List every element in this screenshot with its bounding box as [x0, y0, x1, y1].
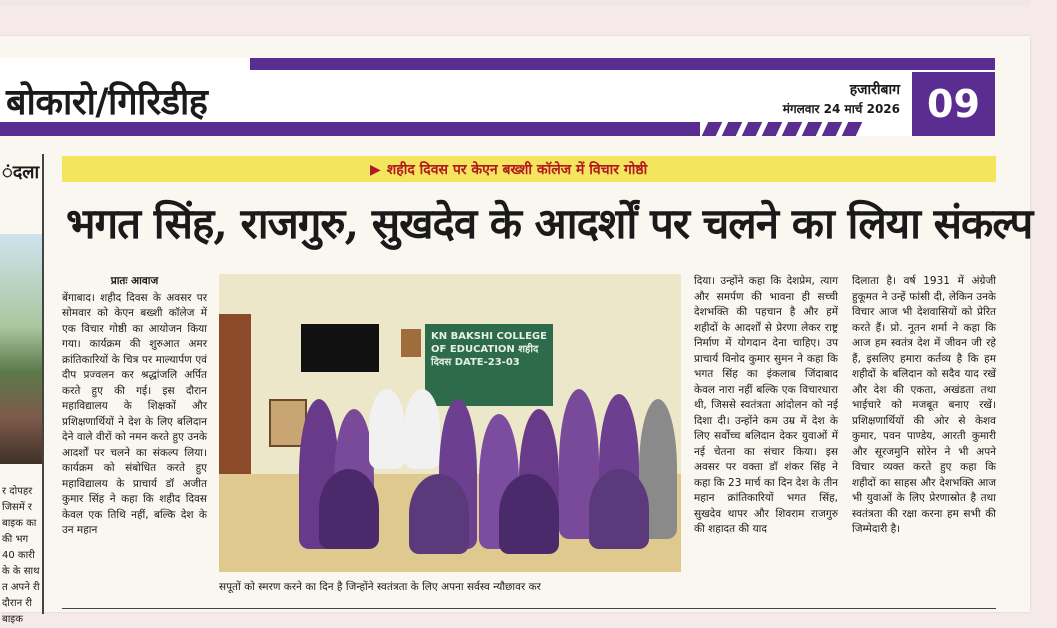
article-column-4 — [852, 274, 996, 538]
edition-city: हजारीबाग — [849, 82, 900, 98]
edition-date: मंगलवार 24 मार्च 2026 — [782, 102, 900, 116]
byline: प्रातः आवाज — [110, 275, 159, 287]
newspaper-page — [0, 36, 1033, 625]
photo-tv — [301, 324, 379, 372]
left-column-photo — [0, 234, 42, 464]
left-column-heading: ंदला — [2, 162, 40, 183]
bottom-divider — [62, 608, 996, 609]
header-stripes — [705, 122, 865, 136]
article-column-1 — [62, 274, 207, 539]
photo-group — [299, 369, 679, 559]
section-title: बोकारो/गिरिडीह — [6, 81, 208, 123]
photo-chalkboard: KN BAKSHI COLLEGE OF EDUCATION शहीद दिवस DATE-23-03 — [425, 324, 553, 406]
photo-door — [219, 314, 251, 474]
photo-frame — [401, 329, 421, 357]
page-number: 09 — [912, 72, 995, 136]
top-strip — [0, 0, 1030, 6]
article-photo — [219, 274, 681, 572]
headline: भगत सिंह, राजगुरु, सुखदेव के आदर्शों पर चलने का लिया संकल्प — [66, 199, 1033, 248]
header-accent-top — [250, 58, 995, 70]
play-arrow-icon: ▶ — [370, 162, 381, 178]
left-column-text: र दोपहर जिसमें र बाइक का की भग 40 कारी के के साथ त अपने री दौरान री बाइक — [2, 486, 40, 625]
article-text-4: दिलाता है। वर्ष 1931 में अंग्रेजी हुकूमत ने उन्हें फांसी दी, लेकिन उनके विचार आज भी देशवासियों को प्रेरित करते हैं। प्रो. नूतन शर्मा ने कहा कि आज हम स्वतंत्र देश में जीवन जी रहे हैं, इसलिए हमारा कर्तव्य है कि हम शहीदों के बलिदान को सदैव याद रखें और देश की एकता, अखंडता तथा भाईचारे को मजबूत बनाए रखें। प्रशिक्षणार्थियों की ओर से केशव कुमार, पवन पाण्डेय, आरती कुमारी और सूरजमुनि सोरेन ने भी अपने विचार व्यक्त करते हुए कहा कि शहीदों का साहस और देशभक्ति आज भी युवाओं के लिए प्रेरणास्रोत है तथा स्वतंत्रता की रक्षा करना हम सभी की जिम्मेदारी है। — [852, 275, 996, 535]
kicker — [370, 160, 647, 179]
kicker-label: शहीद दिवस पर केएन बख्शी कॉलेज में विचार गोष्ठी — [386, 162, 648, 178]
photo-caption-line: सपूतों को स्मरण करने का दिन है जिन्होंने स्वतंत्रता के लिए अपना सर्वस्व न्यौछावर कर — [219, 581, 541, 593]
article-text-1: बेंगाबाद। शहीद दिवस के अवसर पर सोमवार को केएन बख्शी कॉलेज में एक विचार गोष्ठी का आयोजन किया गया। कार्यक्रम की शुरुआत अमर क्रांतिकारियों के चित्र पर माल्यार्पण एवं दीप प्रज्वलन कर श्रद्धांजलि अर्पित करते हुए की गई। इस दौरान महाविद्यालय के शिक्षकों और प्रशिक्षणार्थियों ने देश के लिए बलिदान देने वाले वीरों को नमन करते हुए उनके आदर्शों पर चलने का संकल्प लिया। कार्यक्रम को संबोधित करते हुए महाविद्यालय के प्राचार्य डॉ अजीत कुमार सिंह ने कहा कि शहीद दिवस केवल एक तिथि नहीं, बल्कि देश के उन महान — [62, 291, 207, 536]
article-column-3 — [694, 274, 838, 538]
article-text-3: दिया। उन्होंने कहा कि देशप्रेम, त्याग और समर्पण की भावना ही सच्ची देशभक्ति की पहचान है और हमें शहीदों के आदर्शों से प्रेरणा लेकर राष्ट्र निर्माण में योगदान देना चाहिए। उप प्राचार्य विनोद कुमार सुमन ने कहा कि भगत सिंह का इंकलाब जिंदाबाद केवल नारा नहीं बल्कि एक विचारधारा थी, जिससे स्वतंत्रता आंदोलन को नई दिशा दी। उन्होंने कम उम्र में देश के लिए सर्वोच्च बलिदान देकर युवाओं में नई चेतना का संचार किया। इस अवसर पर वक्ता डॉ शंकर सिंह ने कहा कि 23 मार्च का दिन देश के तीन महान क्रांतिकारियों भगत सिंह, सुखदेव थापर और शिवराम राजगुरु की शहादत की याद — [694, 275, 838, 535]
left-adjacent-column — [0, 154, 44, 625]
